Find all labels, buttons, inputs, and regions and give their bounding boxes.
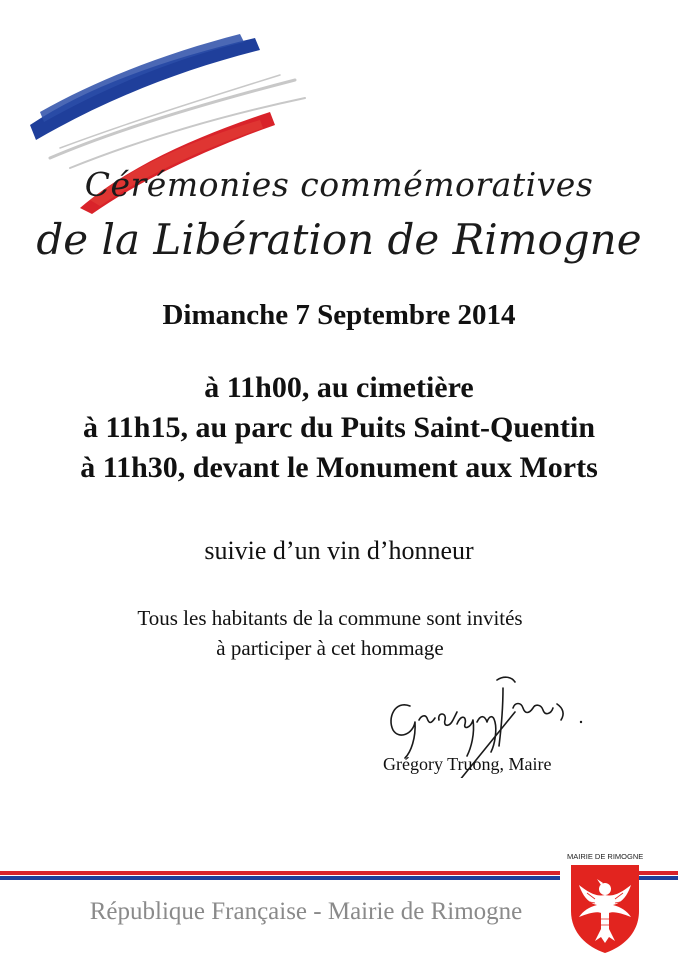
invitation-text: [0, 603, 660, 663]
schedule-item: à 11h30, devant le Monument aux Morts: [80, 451, 598, 484]
footer-rule-blue: [0, 876, 560, 880]
schedule-item: à 11h15, au parc du Puits Saint-Quentin: [82, 411, 596, 444]
footer-rule-red: [0, 871, 560, 875]
invitation-line: Tous les habitants de la commune sont invités: [137, 606, 523, 630]
title-line-1: Cérémonies commémoratives: [84, 165, 594, 204]
municipal-crest: [567, 852, 643, 960]
schedule-list: [0, 368, 678, 488]
crest-label: MAIRIE DE RIMOGNE: [567, 852, 644, 861]
event-date: Dimanche 7 Septembre 2014: [162, 299, 516, 331]
invitation-line: à participer à cet hommage: [216, 636, 444, 660]
schedule-item: à 11h00, au cimetière: [204, 371, 474, 404]
title-line-2: de la Libération de Rimogne: [36, 215, 642, 264]
signer-name: Grégory Truong, Maire: [383, 754, 552, 774]
followed-by-text: suivie d’un vin d’honneur: [204, 536, 474, 565]
footer-text: République Française - Mairie de Rimogne: [89, 898, 523, 925]
eagle-shield-icon: [567, 863, 643, 955]
